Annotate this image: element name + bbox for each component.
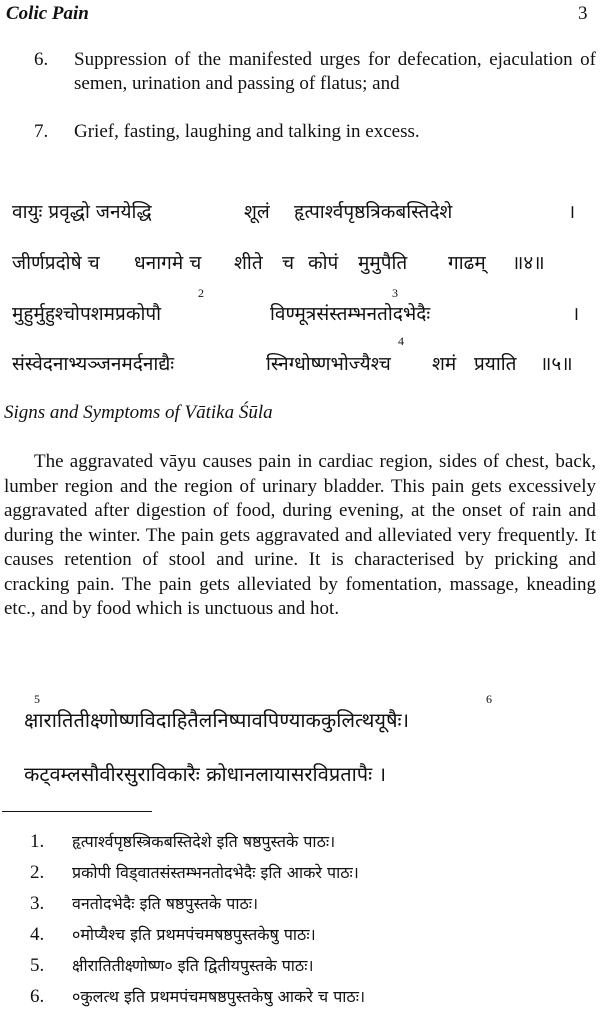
verse-segment: संस्वेदनाभ्यञ्जनमर्दनाद्यैः: [12, 353, 175, 375]
footnote-number: 1.: [30, 831, 45, 852]
footnote-number: 5.: [30, 955, 45, 976]
verse-segment: जीर्णप्रदोषे च: [12, 252, 100, 274]
verse-segment: कोपं: [308, 252, 339, 274]
footnote-number: 3.: [30, 893, 45, 914]
footnote: [30, 923, 316, 946]
verse-segment: ॥४॥: [512, 252, 545, 274]
footnote: [30, 954, 314, 977]
footnote-text: ०मोप्यैश्च इति प्रथमपंचमषष्ठपुस्तकेषु पाठः।: [72, 925, 316, 944]
list-item: [0, 120, 600, 144]
verse-segment: वायुः प्रवृद्धो जनयेद्धि: [12, 201, 152, 223]
verse-line: [12, 249, 586, 275]
footnote: [30, 985, 365, 1008]
verse-segment: शमं: [432, 353, 457, 375]
list-item-number: 6.: [34, 49, 49, 70]
footnote: [30, 861, 359, 884]
verse-segment: शूलं: [244, 201, 270, 223]
footnote-number: 4.: [30, 924, 45, 945]
verse-segment: मुहुर्मुहुश्चोपशमप्रकोपौ: [12, 303, 162, 325]
verse-segment: शीते: [234, 252, 263, 274]
footnote-text: वनतोदभेदैः इति षष्ठपुस्तके पाठः।: [72, 894, 259, 913]
verse-line: कट्वम्लसौवीरसुराविकारैः क्रोधानलायासरविप्रतापैः ।: [24, 762, 387, 786]
list-item-text: Suppression of the manifested urges for defecation, ejaculation of semen, urination and passing of flatus; and: [74, 49, 596, 94]
section-heading: Signs and Symptoms of Vātika Śūla: [4, 402, 273, 423]
verse-line: क्षारातितीक्ष्णोष्णविदाहितैलनिष्पावपिण्याककुलित्थयूषैः।: [24, 708, 410, 732]
running-header-title: Colic Pain: [6, 3, 89, 24]
body-paragraph: The aggravated vāyu causes pain in cardiac region, sides of chest, back, lumber region and the region of urinary bladder. This pain gets excessively aggravated after digestion of food, during evening, at the onset of rain and during the winter. The pain gets aggravated and alleviated very frequently. It causes retention of stool and urine. It is characterised by pricking and cracking pain. The pain gets alleviated by fomentation, massage, kneading etc., and by food which is unctuous and hot.: [4, 451, 596, 619]
footnote: [30, 830, 335, 853]
verse-reference-number: 6: [486, 692, 492, 706]
footnote-number: 6.: [30, 986, 45, 1007]
verse-line: [12, 350, 586, 376]
footnote-text: हृत्पार्श्वपृष्ठस्त्रिकबस्तिदेशे इति षष्ठपुस्तके पाठः।: [72, 832, 336, 851]
footnote-text: ०कुलत्थ इति प्रथमपंचमषष्ठपुस्तकेषु आकरे च पाठः।: [72, 987, 366, 1006]
list-item-number: 7.: [34, 121, 49, 142]
list-item-text: Grief, fasting, laughing and talking in excess.: [74, 121, 420, 142]
footnote: [30, 892, 258, 915]
verse-line: [12, 198, 586, 224]
list-item: [0, 48, 600, 120]
verse-segment: धनागमे च: [134, 252, 202, 274]
verse-segment: ।: [568, 201, 576, 223]
verse-line: [12, 300, 586, 326]
verse-segment: च: [282, 252, 295, 274]
verse-reference-number: 2: [198, 286, 204, 300]
verse-segment: मुमुपैति: [358, 252, 408, 274]
footnote-number: 2.: [30, 862, 45, 883]
footnote-text: क्षीरातितीक्ष्णोष्ण० इति द्वितीयपुस्तके पाठः।: [72, 956, 314, 975]
footnote-text: प्रकोपी विड्वातसंस्तम्भनतोदभेदैः इति आकरे पाठः।: [72, 863, 359, 882]
verse-segment: विण्मूत्रसंस्तम्भनतोदभेदैः: [270, 303, 431, 325]
verse-segment: गाढम्: [448, 252, 486, 274]
verse-segment: ॥५॥: [540, 353, 573, 375]
footnote-divider: [2, 811, 152, 812]
verse-segment: प्रयाति: [474, 353, 517, 375]
verse-segment: ।: [572, 303, 580, 325]
verse-reference-number: 3: [392, 286, 398, 300]
verse-reference-number: 5: [34, 692, 40, 706]
page-number: 3: [578, 3, 588, 24]
verse-segment: स्निग्धोष्णभोज्यैश्च: [266, 353, 391, 375]
verse-segment: हृत्पार्श्वपृष्ठत्रिकबस्तिदेशे: [294, 201, 453, 223]
verse-reference-number: 4: [398, 334, 404, 348]
